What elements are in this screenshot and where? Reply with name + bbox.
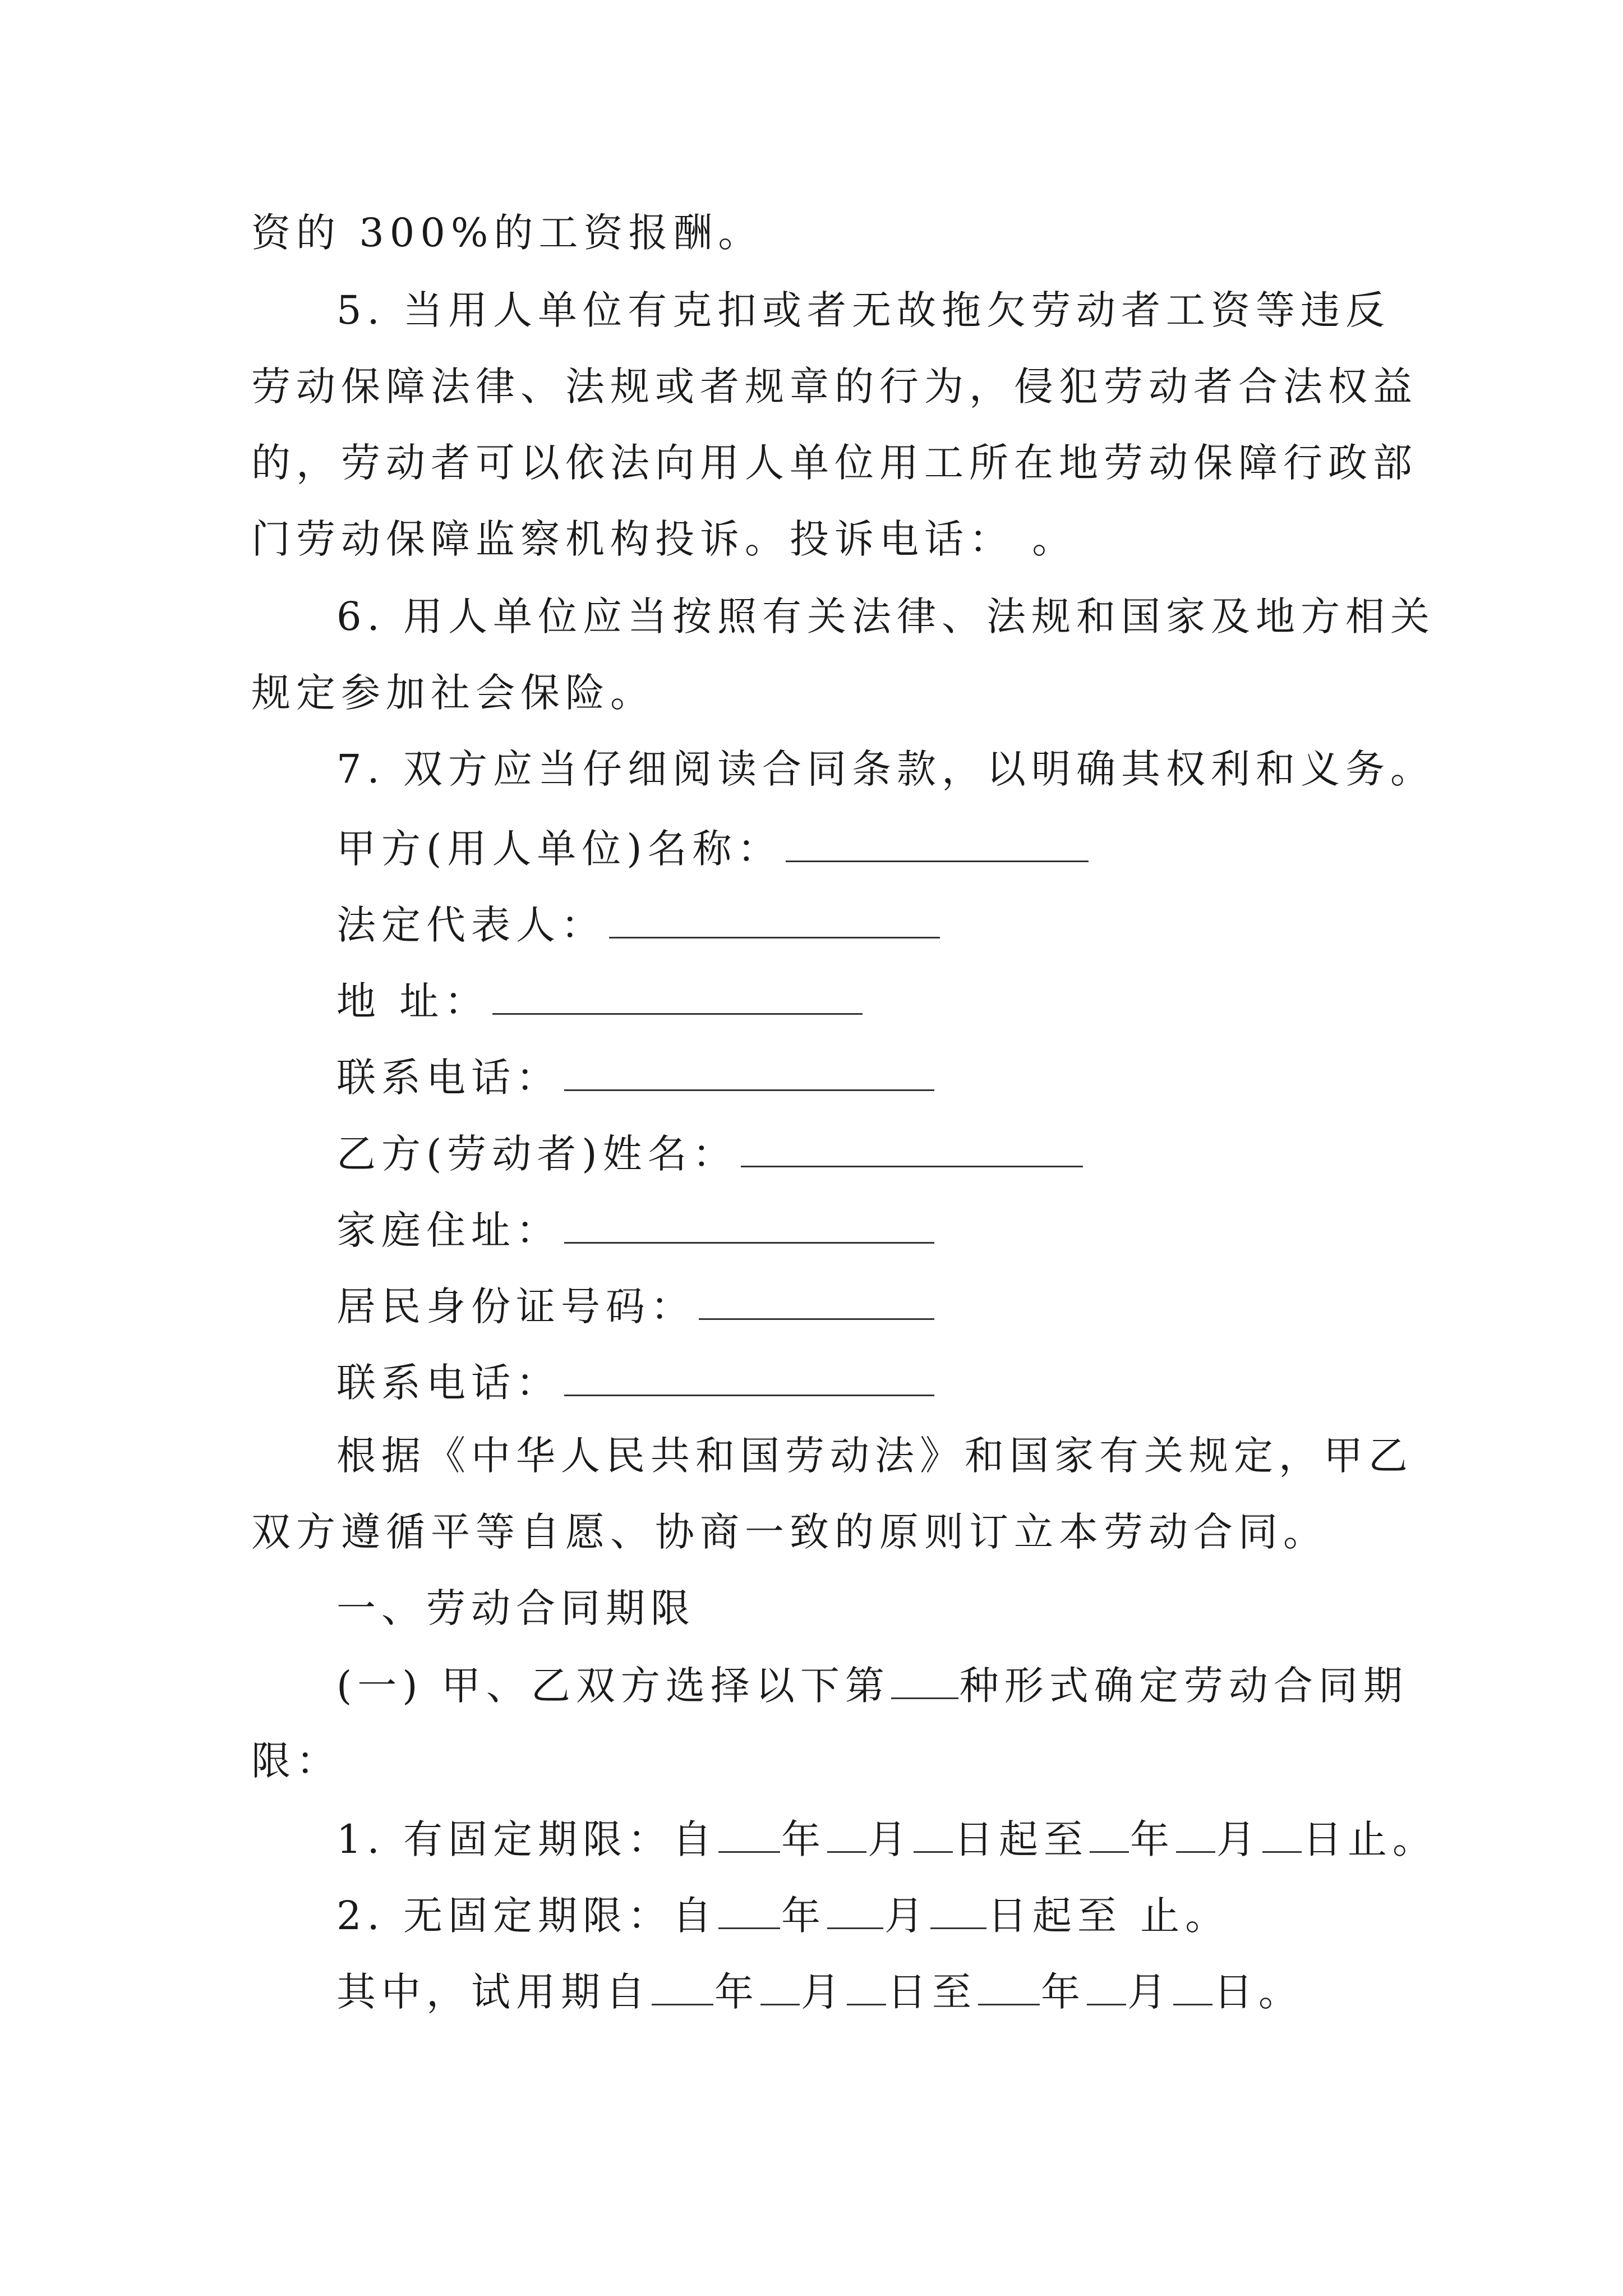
field-label: 甲方(用人单位)名称：: [336, 826, 782, 872]
unit-text: 月: [801, 1969, 846, 2015]
fill-in-blank[interactable]: [827, 1895, 883, 1929]
fill-in-blank[interactable]: [760, 1971, 800, 2005]
fill-in-line[interactable]: [741, 1131, 1083, 1167]
clause-text: 种形式确定劳动合同期: [959, 1663, 1408, 1709]
unit-text: 月: [884, 1893, 930, 1939]
option-label: 2. 无固定期限：自: [336, 1893, 718, 1939]
field-label: 居民身份证号码：: [336, 1283, 695, 1329]
field-party-b-name[interactable]: [336, 1131, 1083, 1177]
fill-in-blank[interactable]: [718, 1819, 780, 1853]
field-address[interactable]: [336, 978, 863, 1024]
paragraph-line: 的，劳动者可以依法向用人单位用工所在地劳动保障行政部: [251, 440, 1418, 486]
field-legal-rep[interactable]: [336, 902, 940, 948]
field-label: 联系电话：: [336, 1055, 561, 1101]
field-home-address[interactable]: [336, 1207, 934, 1253]
field-id-number[interactable]: [336, 1283, 934, 1329]
unit-text: 月: [868, 1816, 913, 1862]
unit-text: 月: [1127, 1969, 1172, 2015]
paragraph-line: 限：: [251, 1738, 341, 1784]
trial-period: [336, 1969, 1303, 2015]
fill-in-line[interactable]: [564, 1360, 934, 1396]
field-label: 法定代表人：: [336, 902, 606, 948]
fill-in-blank[interactable]: [847, 1971, 886, 2005]
paragraph-line: 劳动保障法律、法规或者规章的行为，侵犯劳动者合法权益: [251, 364, 1418, 409]
paragraph-line: 5. 当用人单位有克扣或者无故拖欠劳动者工资等违反: [336, 287, 1391, 333]
fill-in-blank[interactable]: [1262, 1819, 1302, 1853]
fill-in-line[interactable]: [786, 826, 1089, 862]
unit-text: 日起至 止。: [988, 1893, 1230, 1939]
clause-text: (一) 甲、乙双方选择以下第: [336, 1663, 890, 1709]
field-phone-a[interactable]: [336, 1055, 934, 1101]
paragraph-line: 根据《中华人民共和国劳动法》和国家有关规定，甲乙: [336, 1433, 1413, 1479]
clause-term-type: [336, 1663, 1408, 1709]
fill-in-line[interactable]: [492, 978, 863, 1015]
field-phone-b[interactable]: [336, 1360, 934, 1406]
paragraph-line: 资的 300%的工资报酬。: [251, 210, 763, 256]
paragraph-line: 门劳动保障监察机构投诉。投诉电话： 。: [251, 516, 1077, 562]
unit-text: 日止。: [1303, 1816, 1438, 1862]
unit-text: 年: [1041, 1969, 1086, 2015]
unit-text: 年: [781, 1816, 827, 1862]
unit-text: 年: [714, 1969, 759, 2015]
fill-in-blank[interactable]: [914, 1819, 953, 1853]
unit-text: 年: [1130, 1816, 1175, 1862]
fill-in-blank[interactable]: [827, 1819, 866, 1853]
paragraph-line: 规定参加社会保险。: [251, 670, 655, 716]
option-label: 1. 有固定期限：自: [336, 1816, 718, 1862]
fill-in-blank[interactable]: [1176, 1819, 1215, 1853]
unit-text: 日至: [887, 1969, 977, 2015]
option-label: 其中，试用期自: [336, 1969, 651, 2015]
fill-in-blank[interactable]: [718, 1895, 780, 1929]
unit-text: 年: [781, 1893, 827, 1939]
field-label: 乙方(劳动者)姓名：: [336, 1131, 737, 1177]
field-label: 家庭住址：: [336, 1207, 561, 1253]
unit-text: 日。: [1214, 1969, 1303, 2015]
fill-in-blank[interactable]: [930, 1895, 986, 1929]
fill-in-line[interactable]: [699, 1283, 934, 1320]
fill-in-line[interactable]: [564, 1207, 934, 1244]
fill-in-line[interactable]: [564, 1055, 934, 1091]
paragraph-line: 双方遵循平等自愿、协商一致的原则订立本劳动合同。: [251, 1509, 1328, 1555]
fill-in-blank[interactable]: [978, 1971, 1040, 2005]
unit-text: 日起至: [954, 1816, 1089, 1862]
section-heading: 一、劳动合同期限: [336, 1585, 695, 1631]
fill-in-blank[interactable]: [891, 1665, 958, 1699]
fill-in-line[interactable]: [609, 902, 940, 938]
fill-in-blank[interactable]: [1173, 1971, 1212, 2005]
paragraph-line: 6. 用人单位应当按照有关法律、法规和国家及地方相关: [336, 593, 1436, 639]
field-label: 地 址：: [336, 978, 490, 1024]
option-fixed-term: [336, 1816, 1438, 1862]
fill-in-blank[interactable]: [652, 1971, 713, 2005]
fill-in-blank[interactable]: [1087, 1971, 1126, 2005]
option-open-term: [336, 1893, 1230, 1939]
field-label: 联系电话：: [336, 1360, 561, 1406]
fill-in-blank[interactable]: [1090, 1819, 1129, 1853]
paragraph-line: 7. 双方应当仔细阅读合同条款，以明确其权利和义务。: [336, 746, 1436, 792]
unit-text: 月: [1216, 1816, 1262, 1862]
field-party-a-name[interactable]: [336, 826, 1089, 872]
